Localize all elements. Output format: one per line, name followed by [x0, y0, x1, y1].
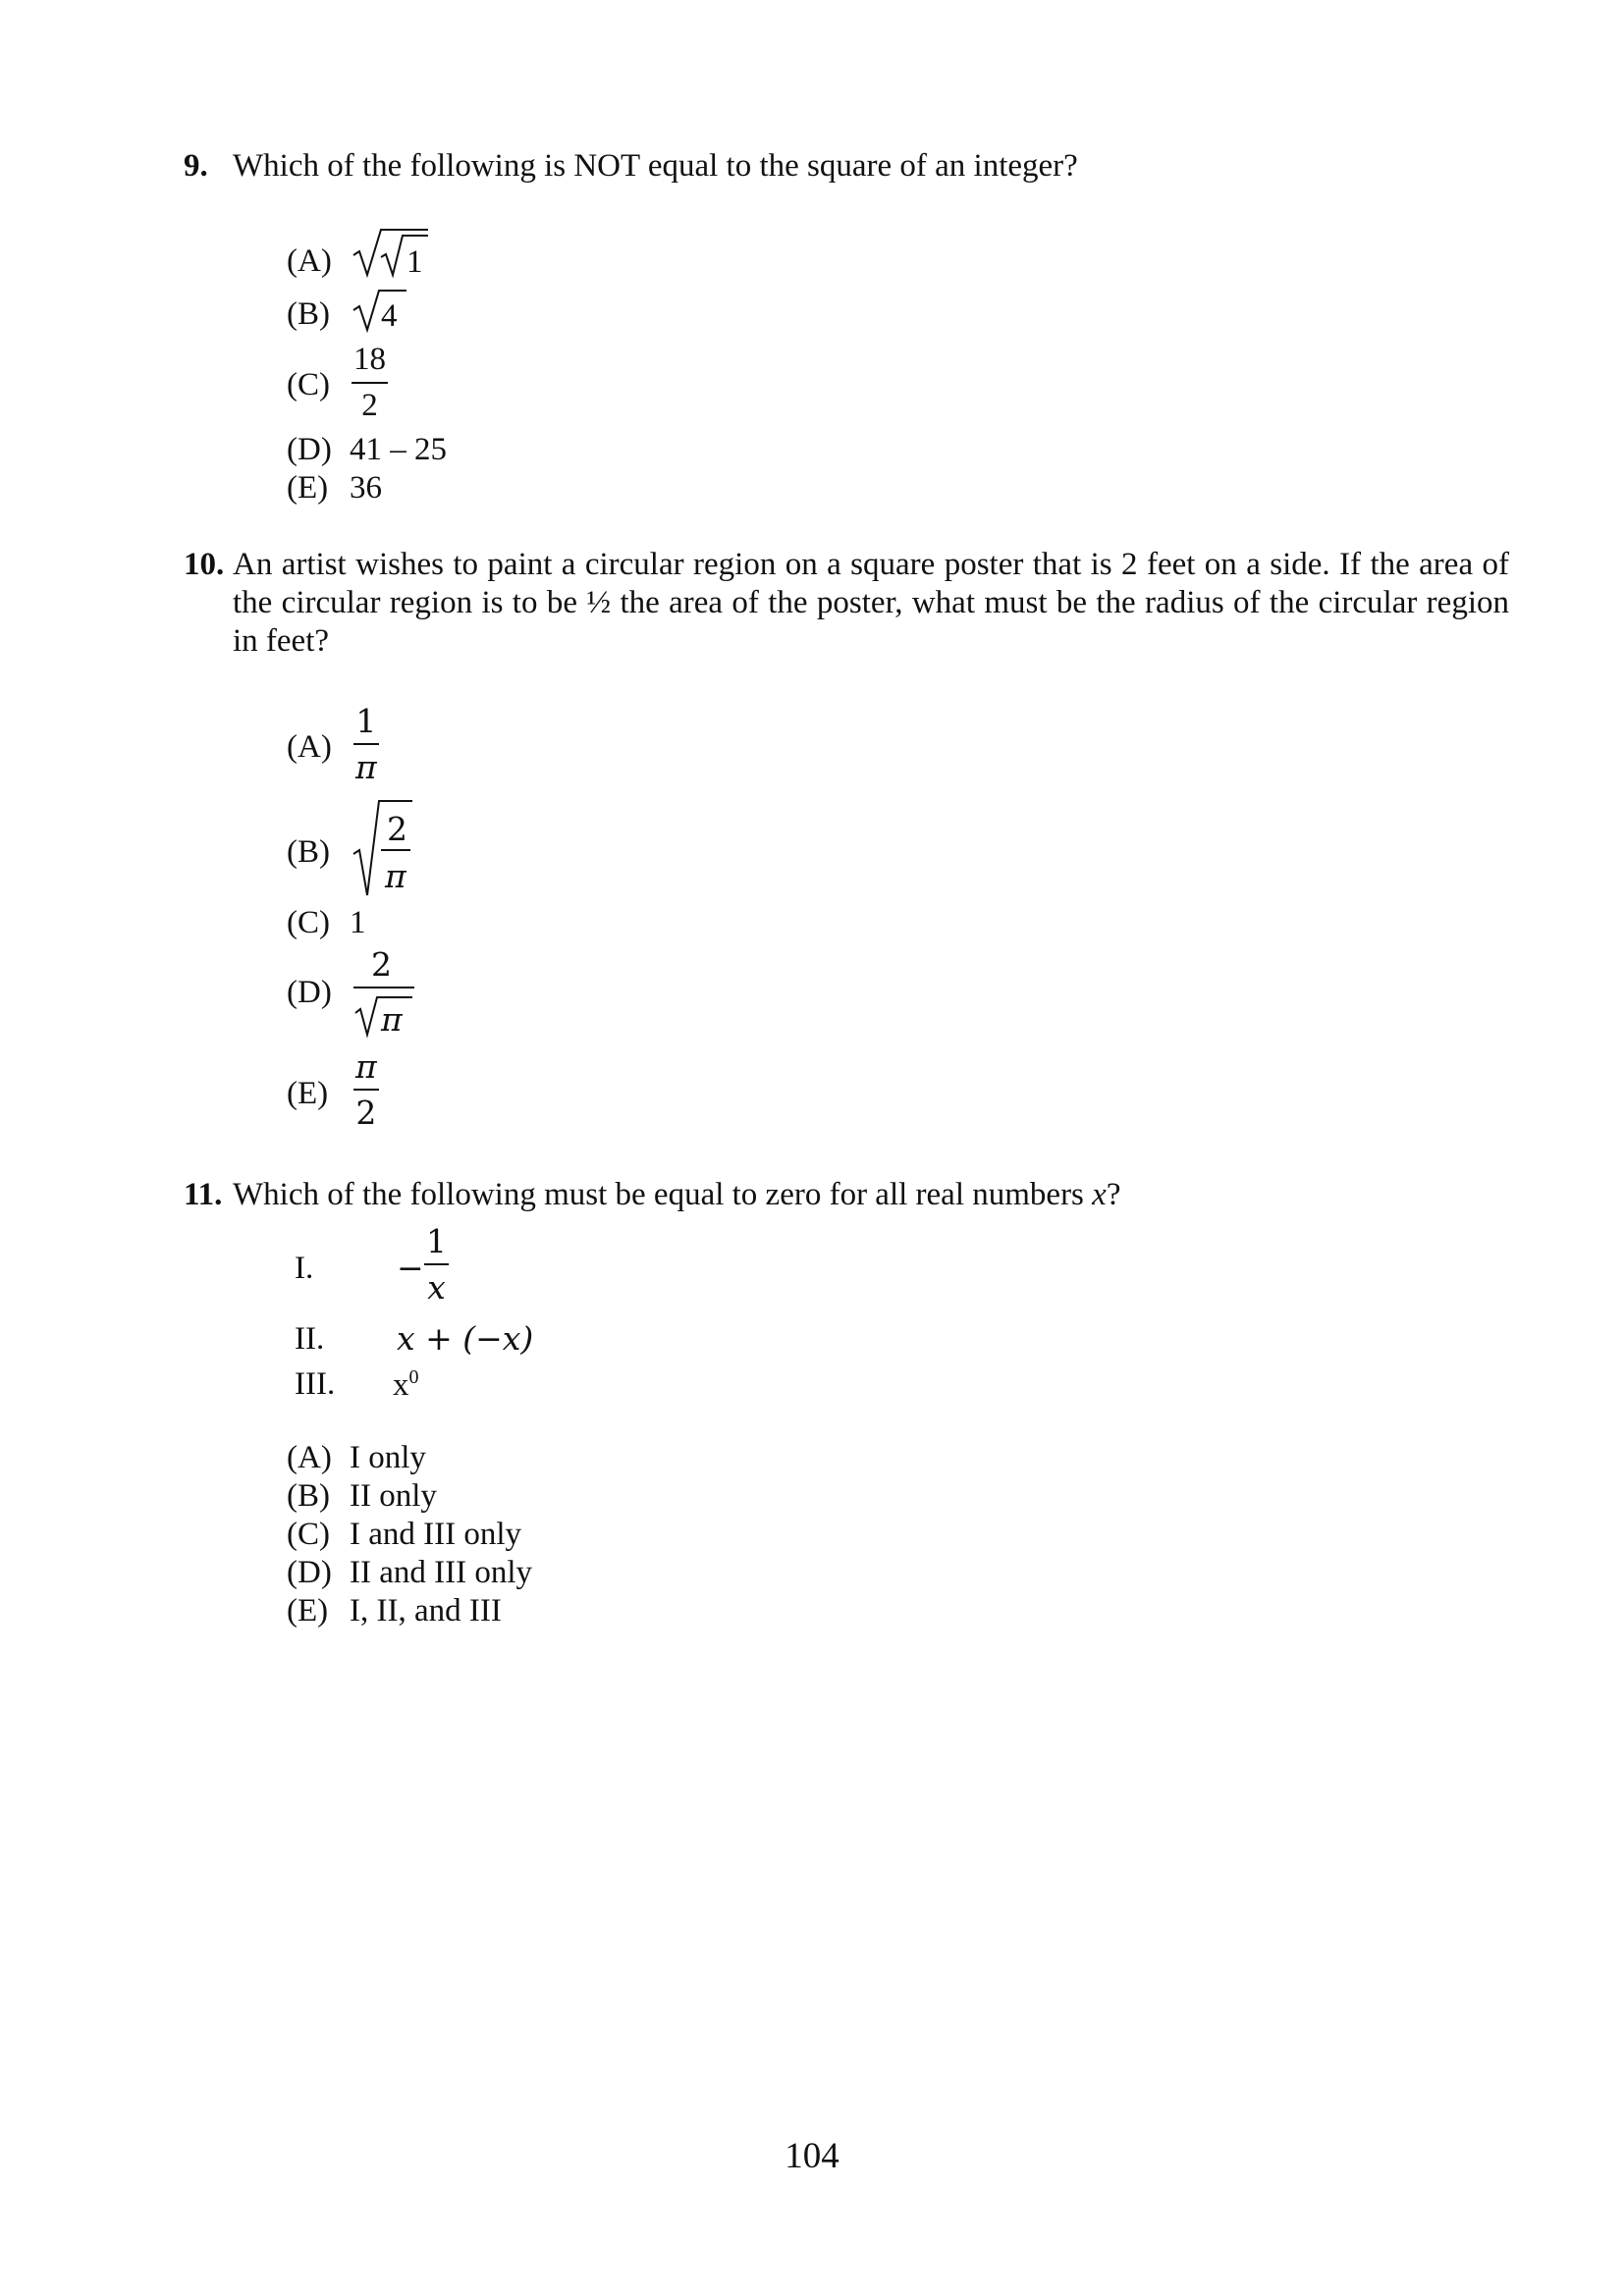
statement-iii-expression	[393, 1366, 419, 1404]
option-b	[287, 296, 350, 333]
fraction-bar	[353, 1089, 379, 1091]
option-label: (C)	[287, 1517, 330, 1552]
option-b-numerator: 2	[387, 810, 407, 848]
numerator: 1	[426, 1222, 447, 1260]
statement-iii-label: III.	[295, 1366, 336, 1402]
denominator: 2	[355, 1094, 377, 1132]
minus-sign: −	[397, 1249, 424, 1287]
option-label: (A)	[287, 243, 332, 279]
option-label: (D)	[287, 432, 332, 467]
question-number: 9.	[184, 148, 208, 184]
statement-ii-label: II.	[295, 1321, 325, 1357]
option-e	[287, 1076, 350, 1112]
denominator: 2	[361, 388, 378, 423]
option-c	[287, 367, 350, 403]
option-d	[287, 975, 350, 1011]
option-text: I only	[350, 1440, 426, 1475]
option-text: II and III only	[350, 1555, 533, 1590]
option-c-fraction	[352, 344, 388, 422]
statement-i-label: I.	[295, 1251, 314, 1286]
option-label: (B)	[287, 296, 330, 332]
option-label: (C)	[287, 905, 330, 940]
option-c	[287, 1517, 521, 1553]
option-d-denominator: π	[381, 1000, 403, 1039]
question-text-end: ?	[1106, 1177, 1121, 1212]
option-label: (D)	[287, 1555, 332, 1590]
option-a	[287, 729, 350, 766]
question-text	[233, 1176, 1509, 1214]
option-text: 41 – 25	[350, 432, 447, 467]
option-text: 36	[350, 470, 382, 506]
option-label: (E)	[287, 1593, 329, 1629]
question-text: Which of the following is NOT equal to the square of an integer?	[233, 148, 1078, 184]
option-b	[287, 834, 350, 871]
question-10	[184, 546, 1509, 661]
option-e-fraction	[353, 1047, 379, 1132]
option-label: (C)	[287, 367, 330, 402]
option-label: (B)	[287, 1478, 330, 1514]
option-label: (A)	[287, 729, 332, 765]
base: x	[393, 1367, 409, 1403]
sqrt-symbol	[352, 287, 410, 334]
option-e	[287, 1593, 502, 1629]
denominator: x	[427, 1268, 446, 1307]
option-text: I, II, and III	[350, 1593, 502, 1629]
statement-ii-expression: x + (−x)	[397, 1319, 534, 1358]
option-b	[287, 1478, 437, 1515]
exponent: 0	[408, 1366, 419, 1388]
option-d-numerator: 2	[371, 945, 392, 984]
fraction-bar	[424, 1263, 449, 1265]
option-d	[287, 1555, 532, 1591]
option-text: 1	[350, 905, 366, 940]
denominator: π	[355, 748, 377, 786]
question-number: 11.	[184, 1177, 223, 1212]
question-9	[184, 147, 1509, 186]
statement-i-fraction	[424, 1222, 449, 1307]
option-label: (E)	[287, 1076, 329, 1111]
option-a-radicand: 1	[406, 244, 423, 280]
numerator: π	[355, 1047, 377, 1086]
question-number: 10.	[184, 547, 225, 582]
sqrt-fraction-symbol	[352, 797, 414, 899]
fraction-bar	[352, 382, 388, 384]
question-variable: x	[1092, 1177, 1107, 1212]
option-a	[287, 243, 350, 280]
option-e	[287, 470, 382, 507]
option-label: (E)	[287, 470, 329, 506]
question-text-main: Which of the following must be equal to zero for all real numbers	[233, 1177, 1093, 1212]
question-text: An artist wishes to paint a circular region on a square poster that is 2 feet on a side. If the area of the circular region is to be ½ the area of the poster, what must be the radius of the circular region in feet?	[233, 547, 1509, 659]
option-a-fraction	[353, 702, 379, 786]
option-label: (D)	[287, 975, 332, 1010]
fraction-bar	[353, 743, 379, 745]
option-label: (A)	[287, 1440, 332, 1475]
question-11	[184, 1176, 1509, 1214]
option-b-denominator: π	[385, 857, 406, 895]
numerator: 18	[353, 342, 386, 377]
numerator: 1	[355, 702, 377, 740]
option-text: I and III only	[350, 1517, 522, 1552]
page-number: 104	[785, 2136, 839, 2176]
option-label: (B)	[287, 834, 330, 870]
option-a	[287, 1440, 426, 1476]
option-text: II only	[350, 1478, 437, 1514]
option-c	[287, 905, 366, 941]
nested-sqrt-symbol	[352, 226, 430, 281]
option-d	[287, 432, 447, 468]
fraction-sqrt-denominator	[350, 944, 418, 1042]
option-b-radicand: 4	[381, 298, 398, 334]
